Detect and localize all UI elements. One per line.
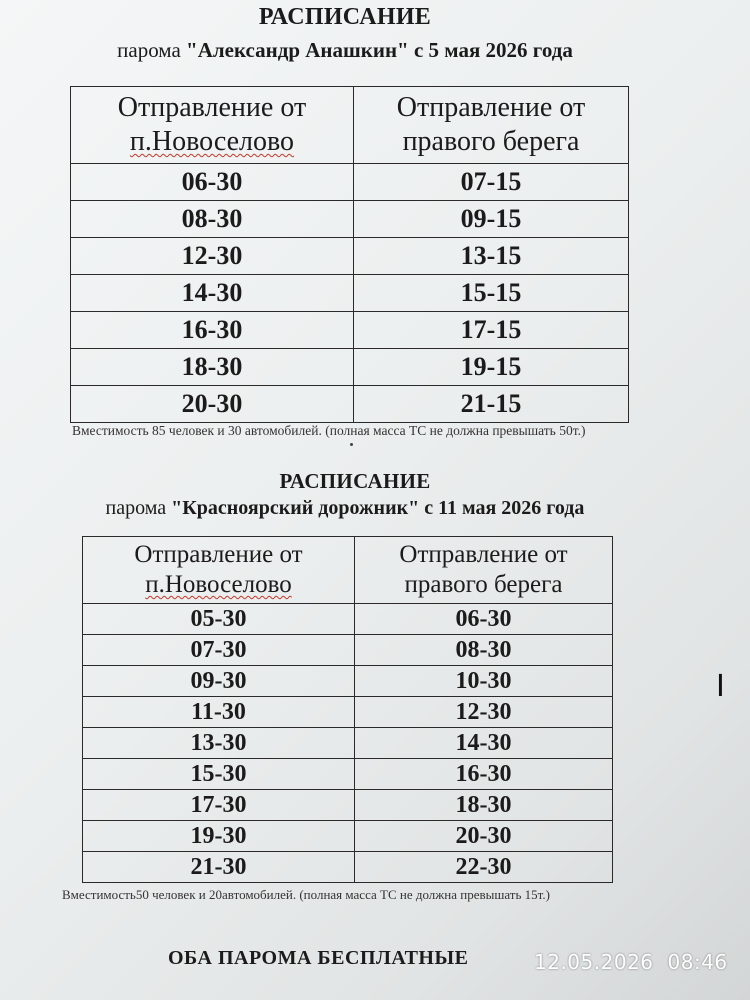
- departure-novoselovo-cell: 13-30: [83, 728, 355, 759]
- table-row: [83, 821, 613, 852]
- schedule-2-subtitle-prefix: парома: [105, 497, 172, 519]
- schedule-1-header-left: [71, 87, 354, 164]
- departure-novoselovo-cell: 11-30: [83, 697, 355, 728]
- departure-novoselovo-cell: 09-30: [83, 666, 355, 697]
- header-right-line2: правого берега: [404, 571, 563, 598]
- departure-novoselovo-cell: 18-30: [71, 349, 354, 386]
- stray-dot: [350, 443, 353, 446]
- departure-right-bank-cell: 12-30: [355, 697, 613, 728]
- departure-right-bank-cell: 18-30: [355, 790, 613, 821]
- table-row: [71, 275, 629, 312]
- table-row: [71, 164, 629, 201]
- timestamp-time: 08:46: [667, 950, 728, 974]
- timestamp-date: 12.05.2026: [534, 950, 654, 974]
- departure-novoselovo-cell: 17-30: [83, 790, 355, 821]
- schedule-1-table: [70, 86, 629, 423]
- departure-novoselovo-cell: 08-30: [71, 201, 354, 238]
- header-right-line2: правого берега: [402, 126, 580, 157]
- departure-novoselovo-cell: 14-30: [71, 275, 354, 312]
- schedule-1-subtitle-prefix: парома: [117, 38, 187, 62]
- departure-novoselovo-cell: 12-30: [71, 238, 354, 275]
- departure-novoselovo-cell: 06-30: [71, 164, 354, 201]
- table-row: [71, 201, 629, 238]
- schedule-2-header-left: [83, 537, 355, 604]
- departure-novoselovo-cell: 16-30: [71, 312, 354, 349]
- departure-novoselovo-cell: 05-30: [83, 604, 355, 635]
- departure-right-bank-cell: 10-30: [355, 666, 613, 697]
- schedule-2-header-right: [355, 537, 613, 604]
- schedule-2-title: РАСПИСАНИЕ: [279, 469, 431, 493]
- schedule-2-subtitle-date: с 11 мая 2026 года: [419, 497, 585, 519]
- departure-right-bank-cell: 07-15: [354, 164, 629, 201]
- table-row: [83, 635, 613, 666]
- footer-free-notice: ОБА ПАРОМА БЕСПЛАТНЫЕ: [168, 947, 469, 969]
- schedule-1-ferry-name: "Александр Анашкин": [186, 38, 409, 62]
- departure-right-bank-cell: 15-15: [354, 275, 629, 312]
- table-row: [83, 759, 613, 790]
- photo-timestamp: [534, 950, 728, 974]
- schedule-1-header-right: [354, 87, 629, 164]
- departure-novoselovo-cell: 07-30: [83, 635, 355, 666]
- schedule-1-subtitle: [0, 38, 690, 63]
- table-row: [83, 852, 613, 883]
- departure-right-bank-cell: 09-15: [354, 201, 629, 238]
- header-left-line2: п.Новоселово: [129, 126, 295, 157]
- schedule-2-header-row: [83, 537, 613, 604]
- schedule-1-subtitle-date: с 5 мая 2026 года: [408, 38, 573, 62]
- departure-right-bank-cell: 13-15: [354, 238, 629, 275]
- schedule-1-title: РАСПИСАНИЕ: [258, 4, 432, 30]
- departure-novoselovo-cell: 21-30: [83, 852, 355, 883]
- text-cursor-icon: I: [716, 669, 725, 704]
- table-row: [71, 312, 629, 349]
- table-row: [83, 604, 613, 635]
- table-row: [83, 728, 613, 759]
- table-row: [71, 386, 629, 423]
- departure-right-bank-cell: 06-30: [355, 604, 613, 635]
- header-left-line1: Отправление от: [134, 541, 303, 568]
- schedule-2-capacity-note: Вместимость50 человек и 20автомобилей. (полная масса ТС не должна превышать 15т.): [62, 887, 550, 902]
- departure-novoselovo-cell: 20-30: [71, 386, 354, 423]
- departure-right-bank-cell: 20-30: [355, 821, 613, 852]
- table-row: [71, 349, 629, 386]
- table-row: [83, 790, 613, 821]
- schedule-1-capacity-note: Вместимость 85 человек и 30 автомобилей. (полная масса ТС не должна превышать 50т.): [72, 423, 586, 438]
- departure-novoselovo-cell: 15-30: [83, 759, 355, 790]
- departure-right-bank-cell: 08-30: [355, 635, 613, 666]
- departure-right-bank-cell: 22-30: [355, 852, 613, 883]
- departure-right-bank-cell: 17-15: [354, 312, 629, 349]
- schedule-2-ferry-name: "Красноярский дорожник": [171, 497, 420, 519]
- header-right-line1: Отправление от: [399, 541, 568, 568]
- header-left-line1: Отправление от: [117, 92, 307, 124]
- schedule-2-subtitle: [0, 497, 690, 520]
- departure-right-bank-cell: 21-15: [354, 386, 629, 423]
- departure-right-bank-cell: 14-30: [355, 728, 613, 759]
- departure-right-bank-cell: 19-15: [354, 349, 629, 386]
- departure-novoselovo-cell: 19-30: [83, 821, 355, 852]
- header-left-line2: п.Новоселово: [145, 571, 292, 598]
- table-row: [83, 666, 613, 697]
- header-right-line1: Отправление от: [396, 92, 586, 124]
- table-row: [83, 697, 613, 728]
- departure-right-bank-cell: 16-30: [355, 759, 613, 790]
- table-row: [71, 238, 629, 275]
- schedule-1-header-row: [71, 87, 629, 164]
- schedule-2-table: [82, 536, 613, 883]
